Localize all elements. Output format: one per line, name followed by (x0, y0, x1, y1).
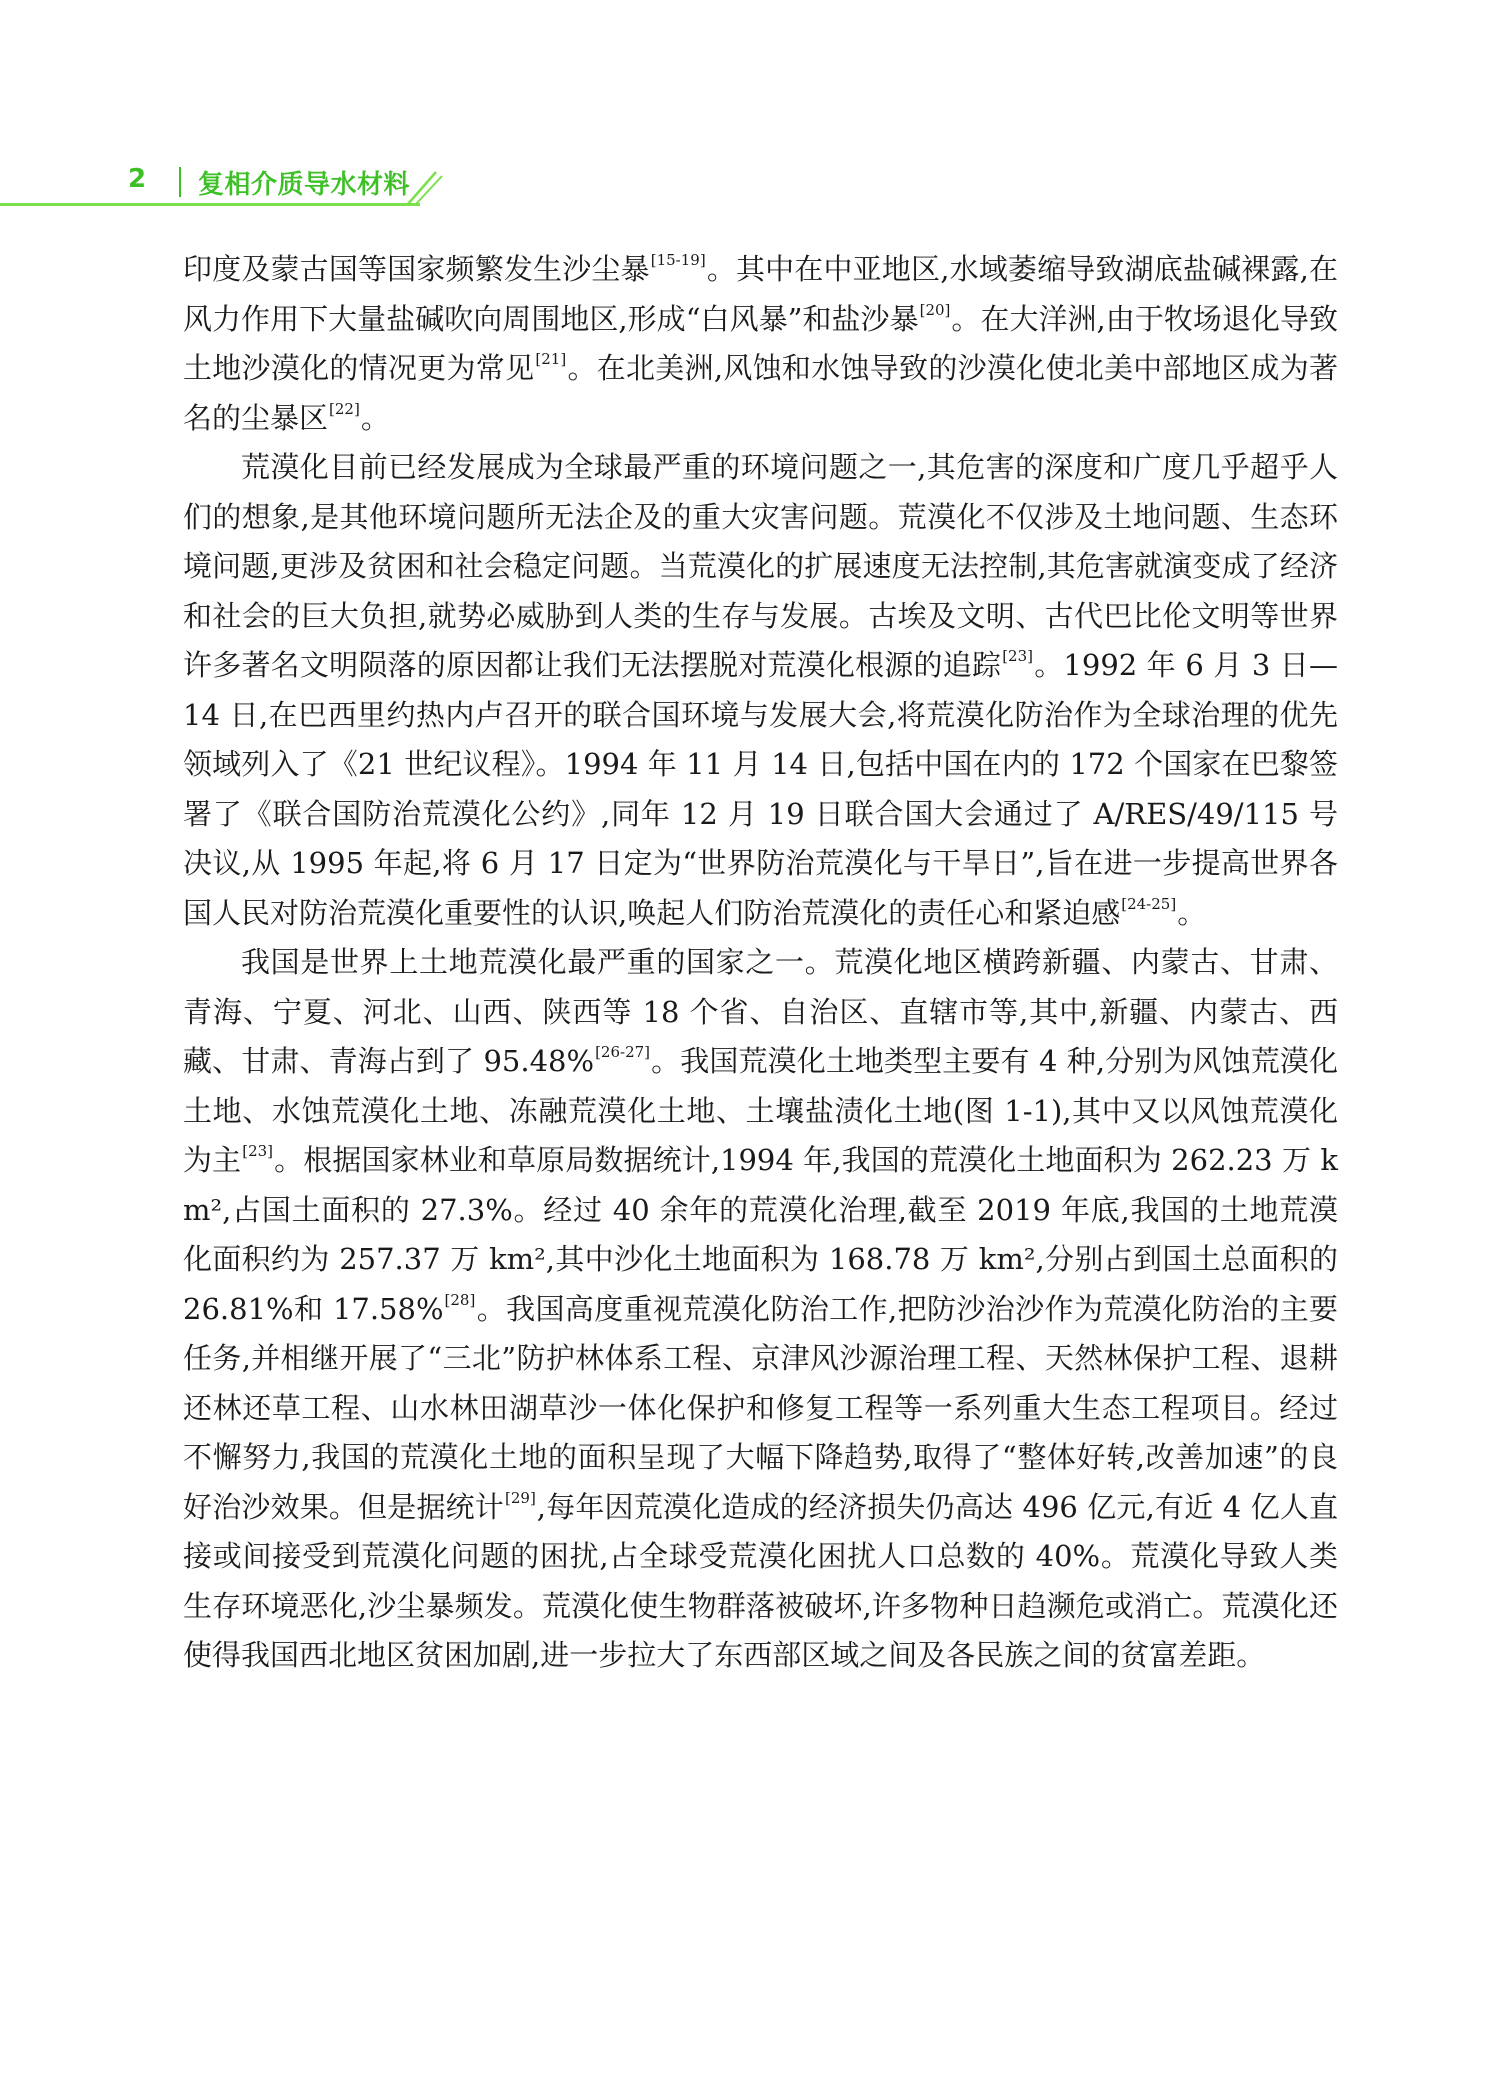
paragraph-text: 。根据国家林业和草原局数据统计,1994 年,我国的荒漠化土地面积为 262.23 万 km²,占国土面积的 27.3%。经过 40 余年的荒漠化治理,截至 2019 年底,我国的土地荒漠化面积约为 257.37 万 km²,其中沙化土地面积为 168.78 万 km²,分别占到国土总面积的 26.81%和 17.58% (183, 1143, 1338, 1326)
citation-ref: [28] (444, 1290, 476, 1309)
citation-ref: [15-19] (650, 251, 706, 269)
book-title: 复相介质导水材料 (198, 170, 411, 200)
citation-ref: [23] (1002, 647, 1033, 665)
citation-ref: [21] (535, 350, 567, 368)
citation-ref: [24-25] (1121, 894, 1177, 913)
paragraph-text: 。1992 年 6 月 3 日—14 日,在巴西里约热内卢召开的联合国环境与发展大会,将荒漠化防治作为全球治理的优先领域列入了《21 世纪议程》。1994 年 11 月 14 日,包括中国在内的 172 个国家在巴黎签署了《联合国防治荒漠化公约》,同年 12 月 19 日联合国大会通过了 A/RES/49/115 号决议,从 1995 年起,将 6 月 17 日定为“世界防治荒漠化与干旱日”,旨在进一步提高世界各国人民对防治荒漠化重要性的认识,唤起人们防治荒漠化的责任心和紧迫感 (183, 648, 1338, 930)
paragraph-text: 。在北美洲,风蚀和水蚀导致的沙漠化使北美中部地区成为著名的尘暴区 (183, 351, 1338, 435)
paragraph-text: 。 (360, 400, 390, 435)
citation-ref: [29] (505, 1488, 536, 1507)
citation-ref: [20] (919, 300, 951, 319)
paragraph-text: 。 (1177, 895, 1207, 930)
paragraph-text: 荒漠化目前已经发展成为全球最严重的环境问题之一,其危害的深度和广度几乎超乎人们的想象,是其他环境问题所无法企及的重大灾害问题。荒漠化不仅涉及土地问题、生态环境问题,更涉及贫困和社会稳定问题。当荒漠化的扩展速度无法控制,其危害就演变成了经济和社会的巨大负担,就势必威胁到人类的生存与发展。古埃及文明、古代巴比伦文明等世界许多著名文明陨落的原因都让我们无法摆脱对荒漠化根源的追踪 (183, 450, 1338, 682)
page-number: 2 (127, 164, 147, 194)
paragraph (183, 443, 1338, 938)
paragraph-text: ,每年因荒漠化造成的经济损失仍高达 496 亿元,有近 4 亿人直接或间接受到荒漠化问题的困扰,占全球受荒漠化困扰人口总数的 40%。荒漠化导致人类生存环境恶化,沙尘暴频发。荒漠化使生物群落被破坏,许多物种日趋濒危或消亡。荒漠化还使得我国西北地区贫困加剧,进一步拉大了东西部区域之间及各民族之间的贫富差距。 (183, 1489, 1338, 1672)
paragraph-text: 。其中在中亚地区,水域萎缩导致湖底盐碱裸露,在风力作用下大量盐碱吹向周围地区,形成“白风暴”和盐沙暴 (183, 252, 1338, 336)
paragraph-text: 印度及蒙古国等国家频繁发生沙尘暴 (183, 252, 650, 286)
paragraph-text: 。我国高度重视荒漠化防治工作,把防沙治沙作为荒漠化防治的主要任务,并相继开展了“三北”防护林体系工程、京津风沙源治理工程、天然林保护工程、退耕还林还草工程、山水林田湖草沙一体化保护和修复工程等一系列重大生态工程项目。经过不懈努力,我国的荒漠化土地的面积呈现了大幅下降趋势,取得了“整体好转,改善加速”的良好治沙效果。但是据统计 (183, 1291, 1338, 1524)
paragraph-text: 我国是世界上土地荒漠化最严重的国家之一。荒漠化地区横跨新疆、内蒙古、甘肃、青海、宁夏、河北、山西、陕西等 18 个省、自治区、直辖市等,其中,新疆、内蒙古、西藏、甘肃、青海占到了 95.48% (183, 945, 1338, 1078)
paragraph (183, 938, 1338, 1681)
paragraph-text: 。我国荒漠化土地类型主要有 4 种,分别为风蚀荒漠化土地、水蚀荒漠化土地、冻融荒漠化土地、土壤盐渍化土地(图 1-1),其中又以风蚀荒漠化为主 (183, 1044, 1338, 1177)
citation-ref: [22] (329, 399, 360, 418)
paragraph (183, 245, 1338, 443)
body-text (183, 245, 1338, 1681)
citation-ref: [26-27] (595, 1043, 651, 1061)
running-header (0, 150, 440, 212)
header-rule (0, 203, 420, 206)
paragraph-text: 。在大洋洲,由于牧场退化导致土地沙漠化的情况更为常见 (183, 301, 1338, 385)
header-separator (179, 167, 181, 197)
citation-ref: [23] (242, 1142, 274, 1160)
